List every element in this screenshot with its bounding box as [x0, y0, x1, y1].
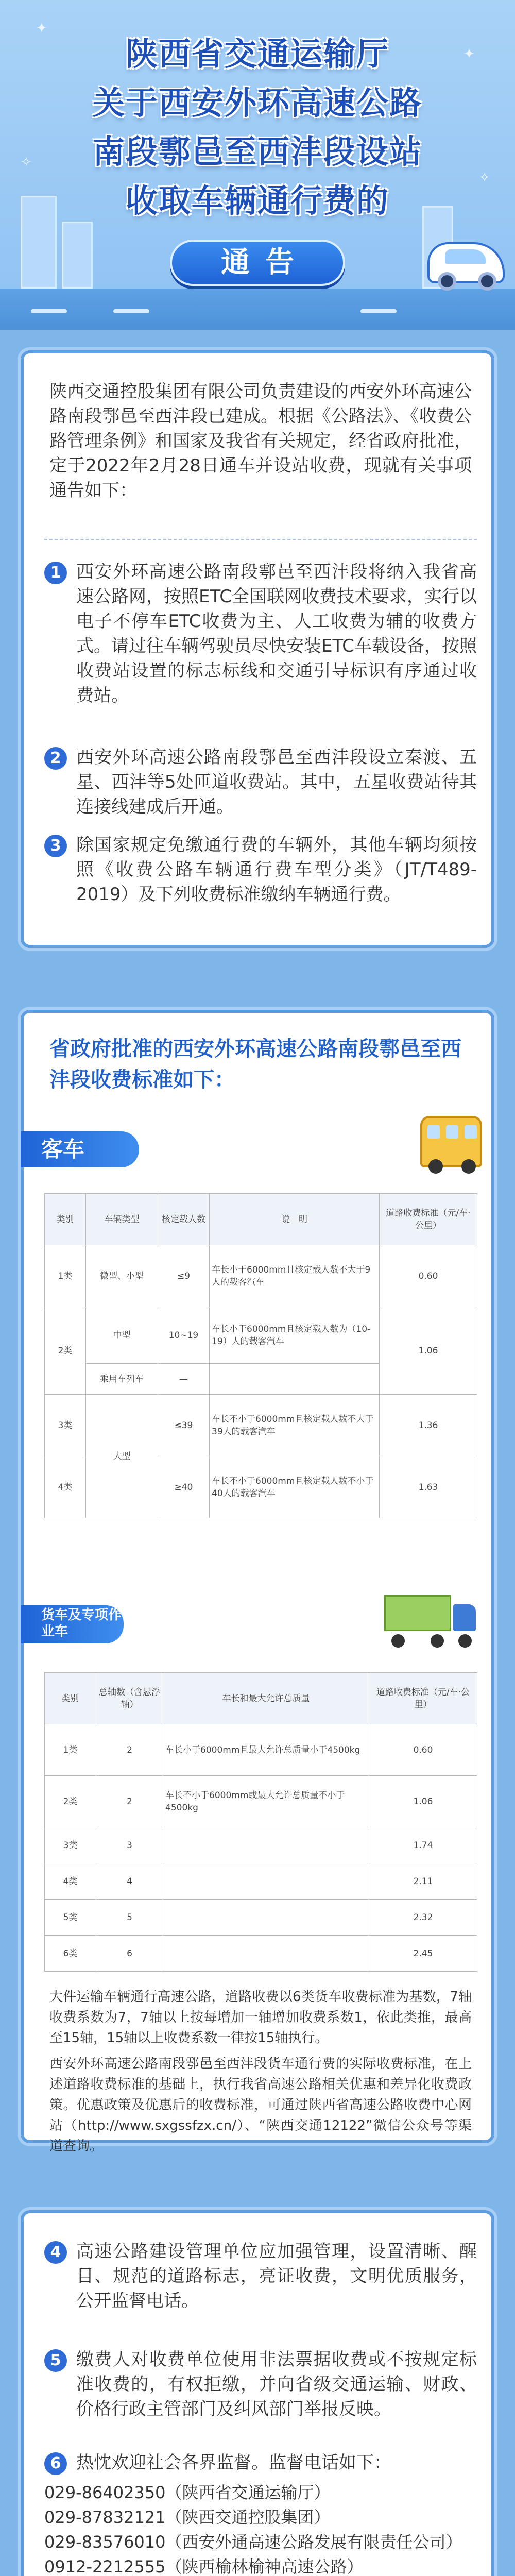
table-cell: 1类	[45, 1724, 96, 1776]
table-cell: 6	[96, 1936, 163, 1972]
table-cell: 中型	[86, 1307, 158, 1364]
intro-paragraph: 陕西交通控股集团有限公司负责建设的西安外环高速公路南段鄠邑至西沣段已建成。根据《公路法》、《收费公路管理条例》和国家及我省有关规定，经省政府批准，定于2022年2月28日通车并设站收费，现就有关事项通告如下：	[49, 381, 472, 501]
phone-line: 029-86402350（陕西省交通运输厅）	[44, 2483, 331, 2502]
item-text: 热忱欢迎社会各界监督。监督电话如下：	[76, 2452, 391, 2473]
fee-section-title: 省政府批准的西安外环高速公路南段鄠邑至西沣段收费标准如下：	[49, 1037, 461, 1092]
table-cell: ≥40	[158, 1456, 210, 1518]
sparkle-icon: ✧	[479, 170, 490, 185]
table-row	[45, 1900, 477, 1936]
item-number: 4	[44, 2241, 67, 2264]
item-number: 5	[44, 2349, 67, 2372]
passenger-fee-table	[44, 1193, 477, 1518]
table-header-row	[45, 1673, 477, 1724]
title-line-2: 关于西安外环高速公路	[92, 84, 422, 122]
sparkle-icon: ✦	[464, 46, 475, 62]
table-header: 类别	[45, 1673, 96, 1724]
table-cell: 4类	[45, 1456, 86, 1518]
building-decoration	[62, 222, 93, 289]
table-cell: 4	[96, 1863, 163, 1900]
table-row	[45, 1936, 477, 1972]
table-row	[45, 1724, 477, 1776]
table-row	[45, 1245, 477, 1307]
table-cell: 车长小于6000mm且最大允许总质量小于4500kg	[163, 1724, 369, 1776]
item-number: 3	[44, 835, 67, 857]
road-line	[113, 309, 149, 313]
table-cell: 0.60	[380, 1245, 477, 1307]
item-number: 2	[44, 747, 67, 770]
item-text: 西安外环高速公路南段鄠邑至西沣段将纳入我省高速公路网，按照ETC全国联网收费技术要求，实行以电子不停车ETC收费为主、人工收费为辅的收费方式。请过往车辆驾驶员尽快安装ETC车载设备，按照收费站设置的标志标线和交通引导标识有序通过收费站。	[76, 562, 477, 706]
table-cell: 3类	[45, 1827, 96, 1863]
table-header-row	[45, 1194, 477, 1245]
bus-icon	[420, 1116, 482, 1167]
sparkle-icon: ✦	[36, 21, 47, 36]
table-header: 道路收费标准（元/车·公里）	[369, 1673, 477, 1724]
road-line	[31, 309, 67, 313]
table-cell: 车长不小于6000mm或最大允许总质量不小于4500kg	[163, 1776, 369, 1827]
title-line-1: 陕西省交通运输厅	[125, 35, 389, 73]
table-cell: 微型、小型	[86, 1245, 158, 1307]
table-cell: 1.06	[369, 1776, 477, 1827]
table-header: 总轴数（含悬浮轴）	[96, 1673, 163, 1724]
table-cell: —	[158, 1364, 210, 1395]
table-cell: 2.32	[369, 1900, 477, 1936]
table-row	[45, 1863, 477, 1900]
table-row	[45, 1307, 477, 1364]
table-cell	[210, 1364, 380, 1395]
item-text: 除国家规定免缴通行费的车辆外，其他车辆均须按照《收费公路车辆通行费车型分类》（JT/T489-2019）及下列收费标准缴纳车辆通行费。	[76, 835, 477, 905]
table-cell: ≤9	[158, 1245, 210, 1307]
table-cell: 2.45	[369, 1936, 477, 1972]
truck-icon	[384, 1595, 477, 1641]
intro-card	[21, 350, 494, 948]
divider	[44, 539, 477, 540]
table-cell: 1.74	[369, 1827, 477, 1863]
table-cell: ≤39	[158, 1395, 210, 1456]
table-cell: 10~19	[158, 1307, 210, 1364]
closing-card	[21, 2210, 494, 2576]
table-cell: 2.11	[369, 1863, 477, 1900]
item-text: 缴费人对收费单位使用非法票据收费或不按规定标准收费的，有权拒缴，并向省级交通运输、财政、价格行政主管部门及纠风部门举报反映。	[76, 2349, 477, 2419]
item-number: 1	[44, 562, 67, 584]
notice-badge: 通告	[170, 240, 345, 286]
note-paragraph: 西安外环高速公路南段鄠邑至西沣段货车通行费的实际收费标准，在上述道路收费标准的基础上，执行我省高速公路相关优惠和差异化收费政策。优惠政策及优惠后的收费标准，可通过陕西省高速公路收费中心网站（http://www.sxgssfzx.cn/）、“陕西交通12122”微信公众号等渠道查询。	[49, 2056, 472, 2154]
table-cell: 1类	[45, 1245, 86, 1307]
table-header: 类别	[45, 1194, 86, 1245]
table-cell: 车长不小于6000mm且核定载人数不小于40人的载客汽车	[210, 1456, 380, 1518]
section-tag-truck: 货车及专项作业车	[21, 1605, 124, 1643]
table-cell: 6类	[45, 1936, 96, 1972]
item-number: 6	[44, 2452, 67, 2475]
sparkle-icon: ✧	[21, 155, 32, 170]
table-cell: 2	[96, 1724, 163, 1776]
table-header: 核定载人数	[158, 1194, 210, 1245]
table-cell: 2	[96, 1776, 163, 1827]
table-cell	[163, 1863, 369, 1900]
table-cell: 1.06	[380, 1307, 477, 1395]
table-cell: 5类	[45, 1900, 96, 1936]
car-icon	[427, 242, 505, 283]
table-cell: 5	[96, 1900, 163, 1936]
table-cell: 大型	[86, 1395, 158, 1518]
item-text: 高速公路建设管理单位应加强管理，设置清晰、醒目、规范的道路标志，亮证收费，文明优质服务，公开监督电话。	[76, 2241, 477, 2311]
table-header: 道路收费标准（元/车·公里）	[380, 1194, 477, 1245]
title-line-4: 收取车辆通行费的	[125, 182, 389, 219]
table-cell: 0.60	[369, 1724, 477, 1776]
table-header: 车长和最大允许总质量	[163, 1673, 369, 1724]
table-cell: 车长小于6000mm且核定载人数为（10-19）人的载客汽车	[210, 1307, 380, 1364]
table-row	[45, 1395, 477, 1456]
table-row	[45, 1776, 477, 1827]
table-cell: 车长小于6000mm且核定载人数不大于9人的载客汽车	[210, 1245, 380, 1307]
phone-line: 029-83576010（西安外通高速公路发展有限责任公司）	[44, 2532, 462, 2552]
table-cell	[163, 1900, 369, 1936]
section-tag-passenger: 客车	[21, 1131, 139, 1167]
table-cell: 车长不小于6000mm且核定载人数不大于39人的载客汽车	[210, 1395, 380, 1456]
note-paragraph: 大件运输车辆通行高速公路，道路收费以6类货车收费标准为基数，7轴收费系数为7，7轴以上按每增加一轴增加收费系数1，依此类推，最高至15轴，15轴以上收费系数一律按15轴执行。	[49, 1989, 472, 2046]
table-cell: 2类	[45, 1776, 96, 1827]
table-cell	[163, 1827, 369, 1863]
table-cell: 乘用车列车	[86, 1364, 158, 1395]
phone-line: 0912-2212555（陕西榆林榆神高速公路）	[44, 2557, 364, 2576]
table-row	[45, 1827, 477, 1863]
title-line-3: 南段鄠邑至西沣段设站	[92, 133, 422, 171]
table-header: 车辆类型	[86, 1194, 158, 1245]
item-text: 西安外环高速公路南段鄠邑至西沣段设立秦渡、五星、西沣等5处匝道收费站。其中，五星收费站待其连接线建成后开通。	[76, 747, 477, 817]
table-cell	[163, 1936, 369, 1972]
table-cell: 1.36	[380, 1395, 477, 1456]
road-line	[360, 309, 397, 313]
table-cell: 3	[96, 1827, 163, 1863]
table-header: 说 明	[210, 1194, 380, 1245]
truck-fee-table	[44, 1672, 477, 1972]
table-cell: 3类	[45, 1395, 86, 1456]
fee-standard-card	[21, 1010, 494, 2154]
road-decoration	[0, 289, 515, 330]
table-cell: 1.63	[380, 1456, 477, 1518]
phone-line: 029-87832121（陕西交通控股集团）	[44, 2507, 331, 2527]
header-banner	[0, 0, 515, 330]
table-cell: 2类	[45, 1307, 86, 1395]
table-cell: 4类	[45, 1863, 96, 1900]
